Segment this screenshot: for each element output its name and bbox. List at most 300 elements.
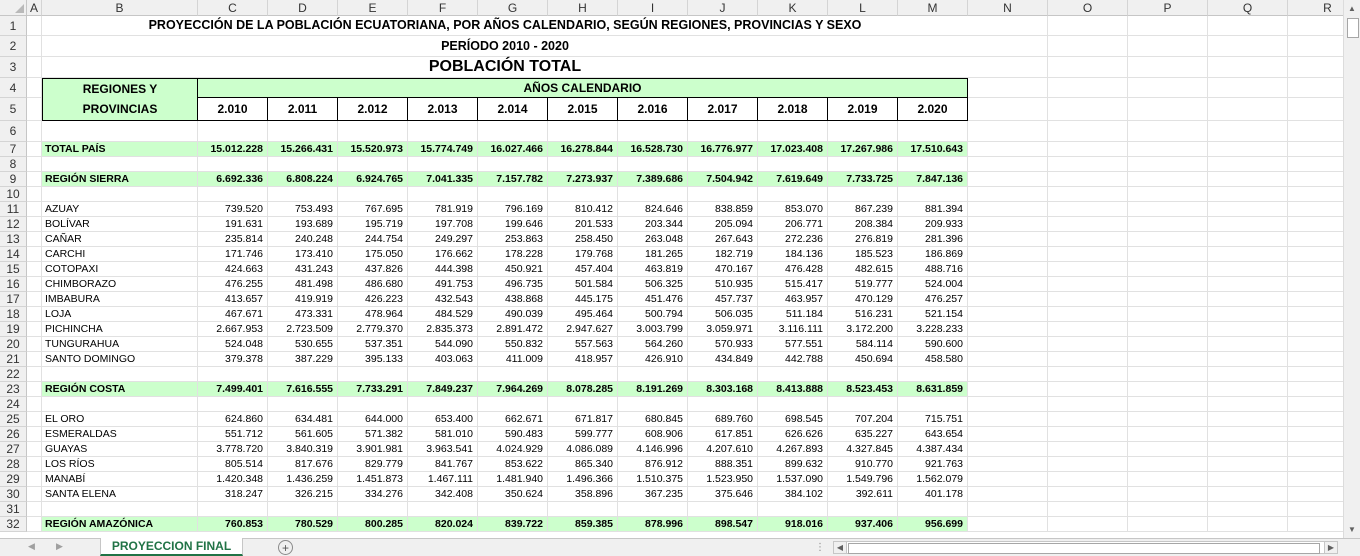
value-7-2.015[interactable]: 16.278.844 <box>548 142 618 157</box>
empty-cell[interactable] <box>1128 442 1208 457</box>
value-21-2.011[interactable]: 387.229 <box>268 352 338 367</box>
row-label-20[interactable]: TUNGURAHUA <box>42 337 198 352</box>
value-27-2.017[interactable]: 4.207.610 <box>688 442 758 457</box>
row-header-22[interactable]: 22 <box>0 367 27 382</box>
empty-cell[interactable] <box>1288 487 1343 502</box>
value-28-2.011[interactable]: 817.676 <box>268 457 338 472</box>
empty-cell-6[interactable] <box>688 121 758 142</box>
empty-cell[interactable] <box>1128 337 1208 352</box>
value-18-2.010[interactable]: 467.671 <box>198 307 268 322</box>
value-27-2.011[interactable]: 3.840.319 <box>268 442 338 457</box>
empty-cell[interactable] <box>1288 382 1343 397</box>
empty-cell-8[interactable] <box>268 157 338 172</box>
value-18-2.012[interactable]: 478.964 <box>338 307 408 322</box>
value-9-2.014[interactable]: 7.157.782 <box>478 172 548 187</box>
value-28-2.012[interactable]: 829.779 <box>338 457 408 472</box>
value-20-2.013[interactable]: 544.090 <box>408 337 478 352</box>
value-7-2.011[interactable]: 15.266.431 <box>268 142 338 157</box>
value-20-2.017[interactable]: 570.933 <box>688 337 758 352</box>
cell-a2[interactable] <box>27 36 42 57</box>
empty-cell[interactable] <box>968 202 1048 217</box>
empty-cell-6[interactable] <box>548 121 618 142</box>
value-16-2.011[interactable]: 481.498 <box>268 277 338 292</box>
scroll-down-icon[interactable]: ▼ <box>1348 525 1356 534</box>
empty-cell[interactable] <box>968 217 1048 232</box>
value-29-2.017[interactable]: 1.523.950 <box>688 472 758 487</box>
value-32-2.017[interactable]: 898.547 <box>688 517 758 532</box>
sheet-title[interactable]: PROYECCIÓN DE LA POBLACIÓN ECUATORIANA, POR AÑOS CALENDARIO, SEGÚN REGIONES, PROVINCIAS Y SEXO <box>42 16 968 36</box>
year-header-2.017[interactable]: 2.017 <box>688 98 758 121</box>
column-header-l[interactable]: L <box>828 0 898 16</box>
value-29-2.020[interactable]: 1.562.079 <box>898 472 968 487</box>
cell-a10[interactable] <box>27 187 42 202</box>
empty-cell[interactable] <box>1208 202 1288 217</box>
value-23-2.013[interactable]: 7.849.237 <box>408 382 478 397</box>
row-label-27[interactable]: GUAYAS <box>42 442 198 457</box>
cell-a17[interactable] <box>27 292 42 307</box>
empty-cell-6[interactable] <box>898 121 968 142</box>
cell-a8[interactable] <box>27 157 42 172</box>
value-25-2.020[interactable]: 715.751 <box>898 412 968 427</box>
empty-cell[interactable] <box>968 277 1048 292</box>
empty-cell-24[interactable] <box>898 397 968 412</box>
empty-cell[interactable] <box>1288 78 1343 98</box>
empty-cell[interactable] <box>1288 187 1343 202</box>
empty-cell[interactable] <box>1208 502 1288 517</box>
value-23-2.019[interactable]: 8.523.453 <box>828 382 898 397</box>
value-30-2.016[interactable]: 367.235 <box>618 487 688 502</box>
row-header-5[interactable]: 5 <box>0 98 27 121</box>
row-header-4[interactable]: 4 <box>0 78 27 98</box>
value-16-2.015[interactable]: 501.584 <box>548 277 618 292</box>
value-23-2.011[interactable]: 7.616.555 <box>268 382 338 397</box>
value-23-2.020[interactable]: 8.631.859 <box>898 382 968 397</box>
value-32-2.014[interactable]: 839.722 <box>478 517 548 532</box>
empty-cell[interactable] <box>1208 262 1288 277</box>
empty-cell[interactable] <box>1048 57 1128 78</box>
value-30-2.018[interactable]: 384.102 <box>758 487 828 502</box>
empty-cell[interactable] <box>968 427 1048 442</box>
value-12-2.017[interactable]: 205.094 <box>688 217 758 232</box>
empty-cell-22[interactable] <box>758 367 828 382</box>
empty-cell-8[interactable] <box>898 157 968 172</box>
empty-cell[interactable] <box>1128 367 1208 382</box>
value-21-2.019[interactable]: 450.694 <box>828 352 898 367</box>
empty-cell[interactable] <box>1208 352 1288 367</box>
row-header-21[interactable]: 21 <box>0 352 27 367</box>
empty-cell[interactable] <box>1208 247 1288 262</box>
column-header-p[interactable]: P <box>1128 0 1208 16</box>
cell-a16[interactable] <box>27 277 42 292</box>
empty-cell[interactable] <box>1288 262 1343 277</box>
empty-cell[interactable] <box>1048 232 1128 247</box>
value-7-2.018[interactable]: 17.023.408 <box>758 142 828 157</box>
value-18-2.011[interactable]: 473.331 <box>268 307 338 322</box>
row-header-20[interactable]: 20 <box>0 337 27 352</box>
cell-a5[interactable] <box>27 98 42 121</box>
value-11-2.013[interactable]: 781.919 <box>408 202 478 217</box>
horizontal-scroll-thumb[interactable] <box>848 543 1320 554</box>
empty-cell[interactable] <box>1048 98 1128 121</box>
empty-cell[interactable] <box>1128 217 1208 232</box>
value-15-2.015[interactable]: 457.404 <box>548 262 618 277</box>
empty-cell[interactable] <box>1128 247 1208 262</box>
row-header-3[interactable]: 3 <box>0 57 27 78</box>
column-header-k[interactable]: K <box>758 0 828 16</box>
value-19-2.011[interactable]: 2.723.509 <box>268 322 338 337</box>
empty-cell-24[interactable] <box>268 397 338 412</box>
empty-cell-24[interactable] <box>618 397 688 412</box>
value-17-2.017[interactable]: 457.737 <box>688 292 758 307</box>
empty-cell[interactable] <box>1048 472 1128 487</box>
empty-cell[interactable] <box>1288 502 1343 517</box>
empty-cell-24[interactable] <box>198 397 268 412</box>
value-20-2.016[interactable]: 564.260 <box>618 337 688 352</box>
value-29-2.013[interactable]: 1.467.111 <box>408 472 478 487</box>
cell-a15[interactable] <box>27 262 42 277</box>
empty-cell-22[interactable] <box>478 367 548 382</box>
row-header-6[interactable]: 6 <box>0 121 27 142</box>
empty-cell[interactable] <box>1128 427 1208 442</box>
value-15-2.017[interactable]: 470.167 <box>688 262 758 277</box>
cell-a3[interactable] <box>27 57 42 78</box>
row-header-29[interactable]: 29 <box>0 472 27 487</box>
empty-cell[interactable] <box>1288 277 1343 292</box>
row-header-32[interactable]: 32 <box>0 517 27 532</box>
empty-cell[interactable] <box>1128 202 1208 217</box>
empty-cell[interactable] <box>1208 217 1288 232</box>
empty-cell[interactable] <box>1208 367 1288 382</box>
row-label-17[interactable]: IMBABURA <box>42 292 198 307</box>
empty-cell[interactable] <box>1208 57 1288 78</box>
value-28-2.016[interactable]: 876.912 <box>618 457 688 472</box>
value-27-2.019[interactable]: 4.327.845 <box>828 442 898 457</box>
value-15-2.010[interactable]: 424.663 <box>198 262 268 277</box>
value-30-2.017[interactable]: 375.646 <box>688 487 758 502</box>
header-regiones-line1[interactable]: REGIONES Y <box>42 78 198 98</box>
empty-cell[interactable] <box>1208 307 1288 322</box>
empty-cell-24[interactable] <box>828 397 898 412</box>
empty-cell[interactable] <box>1128 98 1208 121</box>
empty-cell-6[interactable] <box>758 121 828 142</box>
empty-cell[interactable] <box>1048 397 1128 412</box>
empty-cell[interactable] <box>968 487 1048 502</box>
empty-cell-24[interactable] <box>548 397 618 412</box>
empty-cell-6[interactable] <box>42 121 198 142</box>
empty-cell-8[interactable] <box>758 157 828 172</box>
empty-cell[interactable] <box>1128 352 1208 367</box>
empty-cell[interactable] <box>1288 16 1343 36</box>
value-28-2.015[interactable]: 865.340 <box>548 457 618 472</box>
empty-cell[interactable] <box>1208 487 1288 502</box>
empty-cell[interactable] <box>1048 172 1128 187</box>
value-12-2.020[interactable]: 209.933 <box>898 217 968 232</box>
empty-cell[interactable] <box>1288 36 1343 57</box>
value-14-2.016[interactable]: 181.265 <box>618 247 688 262</box>
empty-cell-10[interactable] <box>758 187 828 202</box>
empty-cell-31[interactable] <box>548 502 618 517</box>
row-header-14[interactable]: 14 <box>0 247 27 262</box>
empty-cell[interactable] <box>968 292 1048 307</box>
cell-a29[interactable] <box>27 472 42 487</box>
row-header-2[interactable]: 2 <box>0 36 27 57</box>
value-18-2.015[interactable]: 495.464 <box>548 307 618 322</box>
empty-cell[interactable] <box>1208 397 1288 412</box>
column-header-m[interactable]: M <box>898 0 968 16</box>
value-32-2.011[interactable]: 780.529 <box>268 517 338 532</box>
value-23-2.010[interactable]: 7.499.401 <box>198 382 268 397</box>
empty-cell-8[interactable] <box>618 157 688 172</box>
cell-a9[interactable] <box>27 172 42 187</box>
empty-cell[interactable] <box>1288 292 1343 307</box>
value-28-2.013[interactable]: 841.767 <box>408 457 478 472</box>
value-21-2.015[interactable]: 418.957 <box>548 352 618 367</box>
empty-cell[interactable] <box>1128 382 1208 397</box>
value-26-2.012[interactable]: 571.382 <box>338 427 408 442</box>
empty-cell[interactable] <box>1048 142 1128 157</box>
empty-cell-10[interactable] <box>198 187 268 202</box>
value-17-2.012[interactable]: 426.223 <box>338 292 408 307</box>
cell-a7[interactable] <box>27 142 42 157</box>
value-20-2.018[interactable]: 577.551 <box>758 337 828 352</box>
row-label-14[interactable]: CARCHI <box>42 247 198 262</box>
value-29-2.010[interactable]: 1.420.348 <box>198 472 268 487</box>
value-23-2.015[interactable]: 8.078.285 <box>548 382 618 397</box>
empty-cell[interactable] <box>1048 247 1128 262</box>
empty-cell[interactable] <box>1288 98 1343 121</box>
empty-cell[interactable] <box>1288 307 1343 322</box>
value-18-2.017[interactable]: 506.035 <box>688 307 758 322</box>
value-30-2.012[interactable]: 334.276 <box>338 487 408 502</box>
value-18-2.016[interactable]: 500.794 <box>618 307 688 322</box>
empty-cell[interactable] <box>1288 352 1343 367</box>
value-30-2.019[interactable]: 392.611 <box>828 487 898 502</box>
value-19-2.020[interactable]: 3.228.233 <box>898 322 968 337</box>
value-11-2.016[interactable]: 824.646 <box>618 202 688 217</box>
empty-cell[interactable] <box>968 367 1048 382</box>
empty-cell[interactable] <box>968 472 1048 487</box>
empty-cell-22[interactable] <box>198 367 268 382</box>
value-14-2.010[interactable]: 171.746 <box>198 247 268 262</box>
scroll-up-icon[interactable]: ▲ <box>1348 4 1356 13</box>
row-header-15[interactable]: 15 <box>0 262 27 277</box>
row-header-1[interactable]: 1 <box>0 16 27 36</box>
value-12-2.011[interactable]: 193.689 <box>268 217 338 232</box>
empty-cell[interactable] <box>968 232 1048 247</box>
row-label-25[interactable]: EL ORO <box>42 412 198 427</box>
row-label-23[interactable]: REGIÓN COSTA <box>42 382 198 397</box>
empty-cell-31[interactable] <box>828 502 898 517</box>
empty-cell[interactable] <box>1048 262 1128 277</box>
cell-a20[interactable] <box>27 337 42 352</box>
value-15-2.019[interactable]: 482.615 <box>828 262 898 277</box>
empty-cell-31[interactable] <box>408 502 478 517</box>
value-30-2.014[interactable]: 350.624 <box>478 487 548 502</box>
sheet-tab-proyeccion-final[interactable]: PROYECCION FINAL <box>100 538 243 556</box>
empty-cell[interactable] <box>1048 36 1128 57</box>
tab-split-handle-icon[interactable]: ⋮ <box>815 542 825 553</box>
empty-cell[interactable] <box>1208 142 1288 157</box>
sheet-subtitle[interactable]: POBLACIÓN TOTAL <box>42 57 968 78</box>
value-20-2.012[interactable]: 537.351 <box>338 337 408 352</box>
empty-cell[interactable] <box>968 412 1048 427</box>
value-7-2.010[interactable]: 15.012.228 <box>198 142 268 157</box>
empty-cell[interactable] <box>1288 457 1343 472</box>
value-25-2.016[interactable]: 680.845 <box>618 412 688 427</box>
empty-cell[interactable] <box>1208 232 1288 247</box>
empty-cell[interactable] <box>1288 367 1343 382</box>
empty-cell-10[interactable] <box>828 187 898 202</box>
value-30-2.011[interactable]: 326.215 <box>268 487 338 502</box>
select-all-corner[interactable] <box>0 0 27 16</box>
row-label-13[interactable]: CAÑAR <box>42 232 198 247</box>
value-30-2.013[interactable]: 342.408 <box>408 487 478 502</box>
value-16-2.014[interactable]: 496.735 <box>478 277 548 292</box>
value-26-2.018[interactable]: 626.626 <box>758 427 828 442</box>
empty-cell[interactable] <box>968 337 1048 352</box>
empty-cell[interactable] <box>968 157 1048 172</box>
cell-a25[interactable] <box>27 412 42 427</box>
empty-cell[interactable] <box>1128 57 1208 78</box>
value-20-2.014[interactable]: 550.832 <box>478 337 548 352</box>
row-label-32[interactable]: REGIÓN AMAZÓNICA <box>42 517 198 532</box>
empty-cell[interactable] <box>1048 337 1128 352</box>
cell-a19[interactable] <box>27 322 42 337</box>
empty-cell[interactable] <box>968 247 1048 262</box>
empty-cell[interactable] <box>1048 427 1128 442</box>
row-label-16[interactable]: CHIMBORAZO <box>42 277 198 292</box>
value-19-2.016[interactable]: 3.003.799 <box>618 322 688 337</box>
empty-cell-8[interactable] <box>548 157 618 172</box>
empty-cell-6[interactable] <box>828 121 898 142</box>
empty-cell[interactable] <box>1128 142 1208 157</box>
cell-a32[interactable] <box>27 517 42 532</box>
empty-cell[interactable] <box>1048 187 1128 202</box>
empty-cell[interactable] <box>1208 98 1288 121</box>
column-header-j[interactable]: J <box>688 0 758 16</box>
value-29-2.018[interactable]: 1.537.090 <box>758 472 828 487</box>
cell-a24[interactable] <box>27 397 42 412</box>
row-header-10[interactable]: 10 <box>0 187 27 202</box>
value-9-2.011[interactable]: 6.808.224 <box>268 172 338 187</box>
value-32-2.016[interactable]: 878.996 <box>618 517 688 532</box>
value-23-2.018[interactable]: 8.413.888 <box>758 382 828 397</box>
column-header-o[interactable]: O <box>1048 0 1128 16</box>
empty-cell[interactable] <box>1128 487 1208 502</box>
cell-a23[interactable] <box>27 382 42 397</box>
empty-cell[interactable] <box>1128 36 1208 57</box>
value-29-2.016[interactable]: 1.510.375 <box>618 472 688 487</box>
empty-cell[interactable] <box>1288 172 1343 187</box>
scroll-left-icon[interactable]: ◀ <box>834 542 847 553</box>
value-32-2.015[interactable]: 859.385 <box>548 517 618 532</box>
scroll-right-icon[interactable]: ▶ <box>1324 542 1337 553</box>
value-9-2.010[interactable]: 6.692.336 <box>198 172 268 187</box>
value-17-2.014[interactable]: 438.868 <box>478 292 548 307</box>
empty-cell[interactable] <box>1048 442 1128 457</box>
empty-cell-6[interactable] <box>478 121 548 142</box>
cell-a14[interactable] <box>27 247 42 262</box>
row-label-19[interactable]: PICHINCHA <box>42 322 198 337</box>
empty-cell[interactable] <box>1048 382 1128 397</box>
empty-cell-24[interactable] <box>688 397 758 412</box>
value-26-2.017[interactable]: 617.851 <box>688 427 758 442</box>
empty-cell[interactable] <box>968 121 1048 142</box>
empty-cell-10[interactable] <box>688 187 758 202</box>
cell-a11[interactable] <box>27 202 42 217</box>
value-29-2.019[interactable]: 1.549.796 <box>828 472 898 487</box>
empty-cell[interactable] <box>1048 367 1128 382</box>
value-29-2.011[interactable]: 1.436.259 <box>268 472 338 487</box>
value-29-2.015[interactable]: 1.496.366 <box>548 472 618 487</box>
value-14-2.013[interactable]: 176.662 <box>408 247 478 262</box>
empty-cell-31[interactable] <box>688 502 758 517</box>
value-15-2.011[interactable]: 431.243 <box>268 262 338 277</box>
value-13-2.013[interactable]: 249.297 <box>408 232 478 247</box>
empty-cell-31[interactable] <box>898 502 968 517</box>
empty-cell[interactable] <box>1208 78 1288 98</box>
value-17-2.010[interactable]: 413.657 <box>198 292 268 307</box>
value-26-2.019[interactable]: 635.227 <box>828 427 898 442</box>
value-19-2.010[interactable]: 2.667.953 <box>198 322 268 337</box>
value-11-2.019[interactable]: 867.239 <box>828 202 898 217</box>
empty-cell[interactable] <box>1288 517 1343 532</box>
value-11-2.017[interactable]: 838.859 <box>688 202 758 217</box>
row-header-30[interactable]: 30 <box>0 487 27 502</box>
row-label-29[interactable]: MANABÍ <box>42 472 198 487</box>
column-header-f[interactable]: F <box>408 0 478 16</box>
empty-cell-22[interactable] <box>408 367 478 382</box>
value-19-2.017[interactable]: 3.059.971 <box>688 322 758 337</box>
empty-cell-22[interactable] <box>338 367 408 382</box>
row-label-7[interactable]: TOTAL PAÍS <box>42 142 198 157</box>
column-header-c[interactable]: C <box>198 0 268 16</box>
value-20-2.015[interactable]: 557.563 <box>548 337 618 352</box>
value-19-2.014[interactable]: 2.891.472 <box>478 322 548 337</box>
empty-cell[interactable] <box>1288 322 1343 337</box>
empty-cell[interactable] <box>1208 472 1288 487</box>
value-28-2.014[interactable]: 853.622 <box>478 457 548 472</box>
column-header-d[interactable]: D <box>268 0 338 16</box>
value-27-2.014[interactable]: 4.024.929 <box>478 442 548 457</box>
value-17-2.016[interactable]: 451.476 <box>618 292 688 307</box>
value-25-2.013[interactable]: 653.400 <box>408 412 478 427</box>
value-17-2.018[interactable]: 463.957 <box>758 292 828 307</box>
value-23-2.017[interactable]: 8.303.168 <box>688 382 758 397</box>
empty-cell[interactable] <box>968 457 1048 472</box>
value-26-2.015[interactable]: 599.777 <box>548 427 618 442</box>
empty-cell-22[interactable] <box>898 367 968 382</box>
value-18-2.013[interactable]: 484.529 <box>408 307 478 322</box>
empty-cell[interactable] <box>1208 517 1288 532</box>
cell-a12[interactable] <box>27 217 42 232</box>
prev-sheet-icon[interactable]: ◀ <box>28 541 35 551</box>
row-header-17[interactable]: 17 <box>0 292 27 307</box>
cell-a13[interactable] <box>27 232 42 247</box>
header-anos-calendario[interactable]: AÑOS CALENDARIO <box>198 78 968 98</box>
value-11-2.015[interactable]: 810.412 <box>548 202 618 217</box>
value-16-2.020[interactable]: 524.004 <box>898 277 968 292</box>
empty-cell[interactable] <box>1128 157 1208 172</box>
value-27-2.012[interactable]: 3.901.981 <box>338 442 408 457</box>
value-14-2.018[interactable]: 184.136 <box>758 247 828 262</box>
value-26-2.016[interactable]: 608.906 <box>618 427 688 442</box>
value-7-2.020[interactable]: 17.510.643 <box>898 142 968 157</box>
value-14-2.014[interactable]: 178.228 <box>478 247 548 262</box>
empty-cell-6[interactable] <box>338 121 408 142</box>
empty-cell-8[interactable] <box>408 157 478 172</box>
value-32-2.013[interactable]: 820.024 <box>408 517 478 532</box>
